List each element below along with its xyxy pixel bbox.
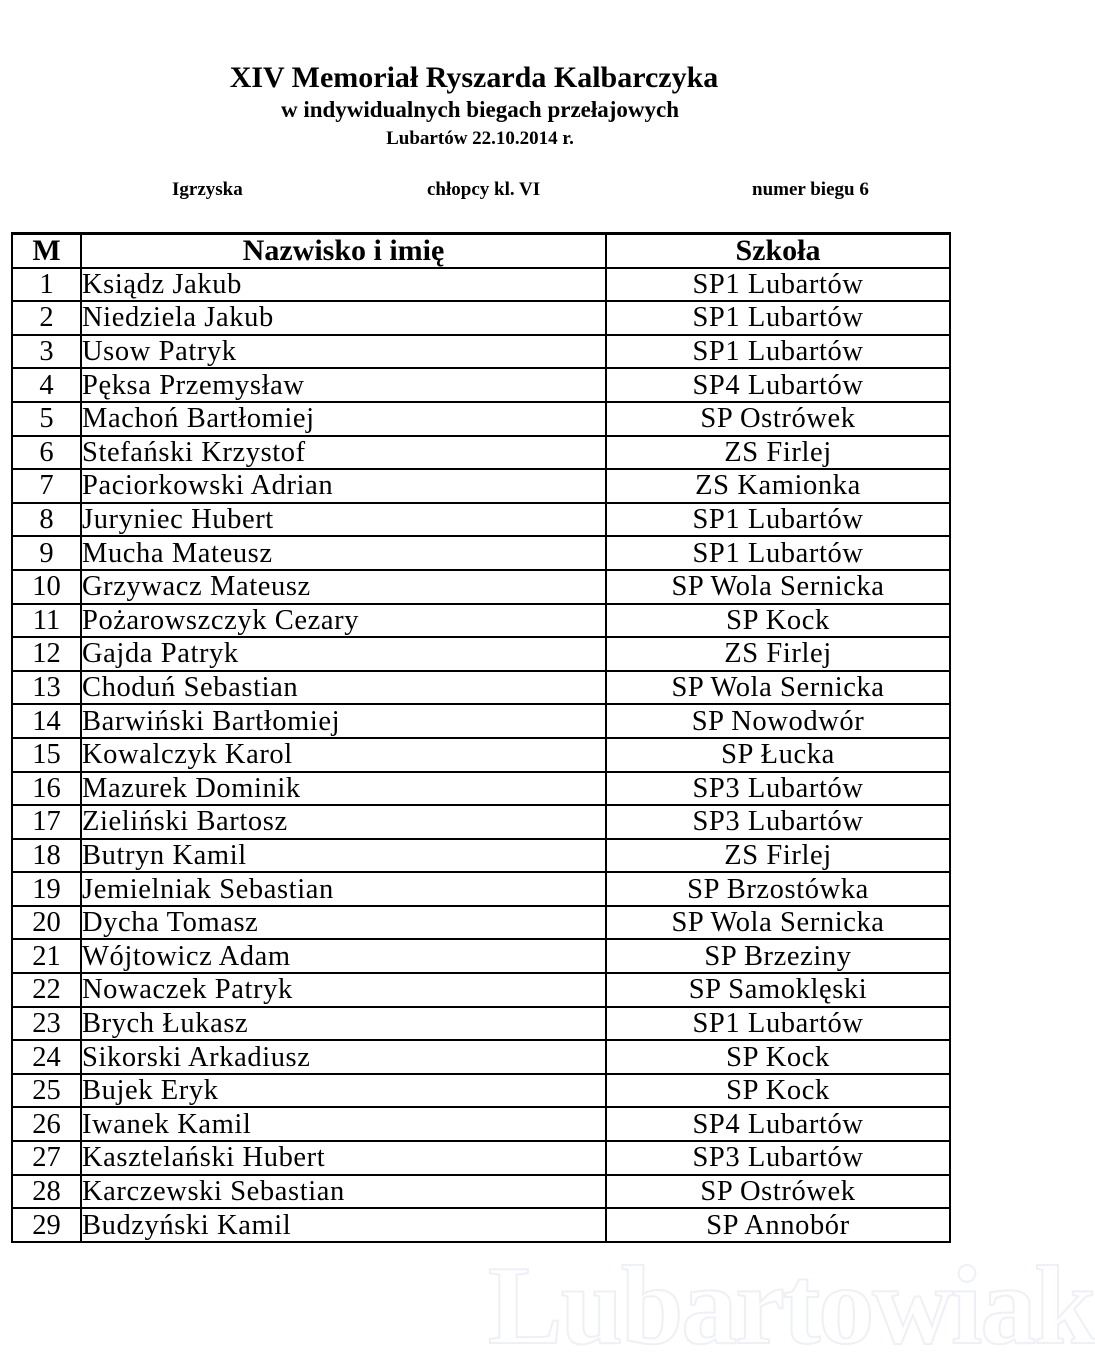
school-cell: SP Kock (606, 604, 950, 638)
table-row (12, 906, 950, 940)
school-cell: SP1 Lubartów (606, 301, 950, 335)
school-cell: SP1 Lubartów (606, 268, 950, 302)
table-row (12, 939, 950, 973)
place-cell: 29 (12, 1208, 81, 1242)
name-cell: Kowalczyk Karol (81, 738, 606, 772)
name-cell: Pęksa Przemysław (81, 368, 606, 402)
name-cell: Ksiądz Jakub (81, 268, 606, 302)
table-row (12, 436, 950, 470)
table-row (12, 469, 950, 503)
school-cell: ZS Firlej (606, 436, 950, 470)
document-subtitle: w indywidualnych biegach przełajowych (280, 97, 680, 122)
school-cell: SP Wola Sernicka (606, 570, 950, 604)
school-cell: ZS Firlej (606, 637, 950, 671)
table-row (12, 368, 950, 402)
name-cell: Pożarowszczyk Cezary (81, 604, 606, 638)
table-row (12, 1175, 950, 1209)
school-cell: SP3 Lubartów (606, 772, 950, 806)
place-cell: 17 (12, 805, 81, 839)
results-table (11, 232, 951, 1243)
place-cell: 2 (12, 301, 81, 335)
table-row (12, 1074, 950, 1108)
name-cell: Machoń Bartłomiej (81, 402, 606, 436)
school-cell: SP Ostrówek (606, 1175, 950, 1209)
name-cell: Mucha Mateusz (81, 536, 606, 570)
school-cell: SP1 Lubartów (606, 1007, 950, 1041)
school-cell: SP1 Lubartów (606, 335, 950, 369)
name-cell: Nowaczek Patryk (81, 973, 606, 1007)
school-cell: ZS Kamionka (606, 469, 950, 503)
school-cell: SP4 Lubartów (606, 1107, 950, 1141)
name-cell: Paciorkowski Adrian (81, 469, 606, 503)
place-cell: 16 (12, 772, 81, 806)
place-cell: 11 (12, 604, 81, 638)
name-cell: Usow Patryk (81, 335, 606, 369)
name-cell: Butryn Kamil (81, 839, 606, 873)
heat-number-label: numer biegu 6 (752, 179, 869, 200)
school-cell: SP Wola Sernicka (606, 671, 950, 705)
place-date: Lubartów 22.10.2014 r. (386, 128, 574, 149)
school-cell: SP Ostrówek (606, 402, 950, 436)
category-label: chłopcy kl. VI (427, 179, 541, 200)
table-row (12, 738, 950, 772)
school-cell: SP4 Lubartów (606, 368, 950, 402)
table-row (12, 1107, 950, 1141)
table-row (12, 536, 950, 570)
name-cell: Bujek Eryk (81, 1074, 606, 1108)
school-cell: SP Kock (606, 1040, 950, 1074)
school-cell: ZS Firlej (606, 839, 950, 873)
place-cell: 18 (12, 839, 81, 873)
place-cell: 9 (12, 536, 81, 570)
event-label: Igrzyska (172, 179, 243, 200)
school-cell: SP Annobór (606, 1208, 950, 1242)
table-row (12, 805, 950, 839)
place-cell: 8 (12, 503, 81, 537)
table-row (12, 503, 950, 537)
header-name: Nazwisko i imię (81, 234, 606, 268)
table-row (12, 268, 950, 302)
table-row (12, 704, 950, 738)
place-cell: 10 (12, 570, 81, 604)
place-cell: 7 (12, 469, 81, 503)
place-cell: 15 (12, 738, 81, 772)
place-cell: 23 (12, 1007, 81, 1041)
table-row (12, 301, 950, 335)
place-cell: 26 (12, 1107, 81, 1141)
name-cell: Karczewski Sebastian (81, 1175, 606, 1209)
place-cell: 25 (12, 1074, 81, 1108)
header-place: M (12, 234, 81, 268)
place-cell: 6 (12, 436, 81, 470)
table-row (12, 570, 950, 604)
table-row (12, 1208, 950, 1242)
place-cell: 1 (12, 268, 81, 302)
name-cell: Barwiński Bartłomiej (81, 704, 606, 738)
name-cell: Brych Łukasz (81, 1007, 606, 1041)
school-cell: SP Samoklęski (606, 973, 950, 1007)
table-row (12, 1141, 950, 1175)
place-cell: 20 (12, 906, 81, 940)
place-cell: 13 (12, 671, 81, 705)
place-cell: 5 (12, 402, 81, 436)
school-cell: SP1 Lubartów (606, 503, 950, 537)
table-row (12, 637, 950, 671)
name-cell: Budzyński Kamil (81, 1208, 606, 1242)
name-cell: Gajda Patryk (81, 637, 606, 671)
name-cell: Iwanek Kamil (81, 1107, 606, 1141)
school-cell: SP1 Lubartów (606, 536, 950, 570)
school-cell: SP3 Lubartów (606, 1141, 950, 1175)
table-row (12, 604, 950, 638)
table-row (12, 872, 950, 906)
table-header-row (12, 234, 950, 268)
place-cell: 21 (12, 939, 81, 973)
name-cell: Wójtowicz Adam (81, 939, 606, 973)
name-cell: Niedziela Jakub (81, 301, 606, 335)
place-cell: 3 (12, 335, 81, 369)
table-row (12, 1040, 950, 1074)
school-cell: SP3 Lubartów (606, 805, 950, 839)
school-cell: SP Kock (606, 1074, 950, 1108)
name-cell: Mazurek Dominik (81, 772, 606, 806)
watermark-text: Lubartowiak (488, 1244, 1095, 1368)
table-row (12, 1007, 950, 1041)
name-cell: Zieliński Bartosz (81, 805, 606, 839)
school-cell: SP Brzeziny (606, 939, 950, 973)
table-row (12, 671, 950, 705)
watermark-logo (488, 1244, 1095, 1368)
document-title: XIV Memoriał Ryszarda Kalbarczyka (229, 61, 719, 94)
place-cell: 4 (12, 368, 81, 402)
school-cell: SP Łucka (606, 738, 950, 772)
place-cell: 14 (12, 704, 81, 738)
place-cell: 19 (12, 872, 81, 906)
place-cell: 12 (12, 637, 81, 671)
table-row (12, 402, 950, 436)
table-row (12, 335, 950, 369)
name-cell: Juryniec Hubert (81, 503, 606, 537)
name-cell: Jemielniak Sebastian (81, 872, 606, 906)
table-row (12, 772, 950, 806)
place-cell: 28 (12, 1175, 81, 1209)
place-cell: 24 (12, 1040, 81, 1074)
school-cell: SP Nowodwór (606, 704, 950, 738)
school-cell: SP Brzostówka (606, 872, 950, 906)
name-cell: Grzywacz Mateusz (81, 570, 606, 604)
header-school: Szkoła (606, 234, 950, 268)
place-cell: 27 (12, 1141, 81, 1175)
place-cell: 22 (12, 973, 81, 1007)
name-cell: Dycha Tomasz (81, 906, 606, 940)
table-row (12, 839, 950, 873)
name-cell: Choduń Sebastian (81, 671, 606, 705)
name-cell: Sikorski Arkadiusz (81, 1040, 606, 1074)
table-row (12, 973, 950, 1007)
name-cell: Kasztelański Hubert (81, 1141, 606, 1175)
name-cell: Stefański Krzystof (81, 436, 606, 470)
school-cell: SP Wola Sernicka (606, 906, 950, 940)
